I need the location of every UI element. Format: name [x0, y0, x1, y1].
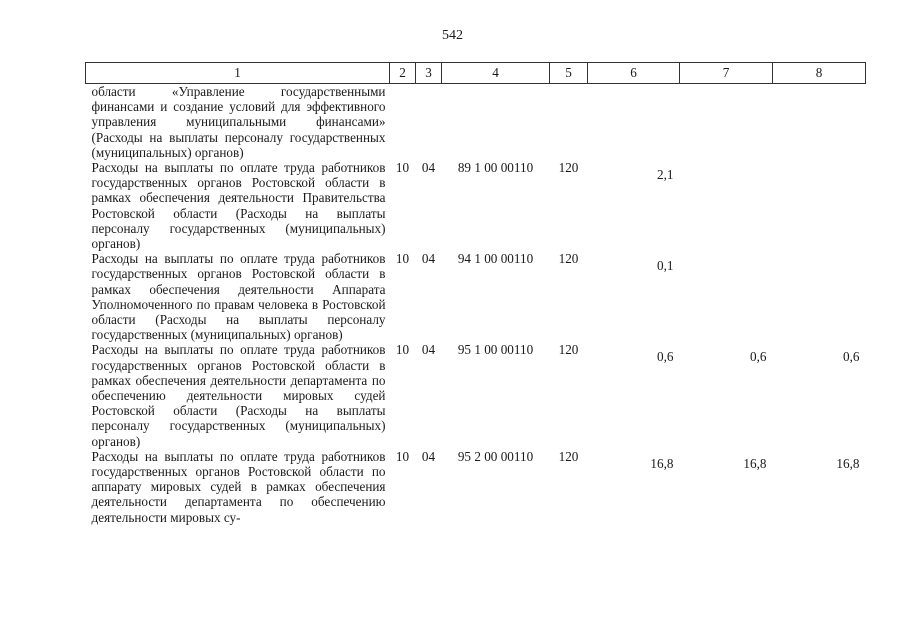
row-expense-type: 120 [558, 448, 579, 464]
row-amount-3: 16,8 [836, 455, 860, 471]
row-amount-1: 16,8 [650, 455, 674, 471]
header-col-7: 7 [680, 63, 773, 84]
header-col-5: 5 [550, 63, 588, 84]
row-target-code: 89 1 00 00110 [457, 160, 534, 176]
row-amount-3 [773, 251, 866, 342]
row-subsection: 04 [421, 342, 436, 358]
row-target-code: 95 1 00 00110 [457, 342, 534, 358]
row-target-code: 94 1 00 00110 [457, 251, 534, 267]
table-body [86, 84, 866, 525]
table-row-continuation [86, 84, 866, 161]
table-row [86, 160, 866, 251]
budget-table [85, 62, 866, 525]
row-amount-2 [680, 160, 773, 251]
row-amount-3: 0,6 [843, 349, 860, 365]
header-col-1: 1 [86, 63, 390, 84]
header-col-4: 4 [442, 63, 550, 84]
row-target-code: 95 2 00 00110 [457, 448, 534, 464]
row-amount-2 [680, 251, 773, 342]
table-row [86, 449, 866, 525]
row-section: 10 [395, 160, 410, 176]
page-number: 542 [442, 28, 463, 43]
row-amount-1: 0,6 [657, 349, 674, 365]
header-col-2: 2 [390, 63, 416, 84]
row-amount-2: 16,8 [743, 455, 767, 471]
row-section: 10 [395, 251, 410, 267]
row-section: 10 [395, 448, 410, 464]
row-expense-type: 120 [558, 342, 579, 358]
header-col-3: 3 [416, 63, 442, 84]
continuation-description: области «Управление государственными финансами и создание условий для эффективного управления муниципальными финансами» (Расходы на выплаты персоналу государственных (муниципальных) органов) [91, 84, 386, 160]
row-description: Расходы на выплаты по оплате труда работников государственных органов Ростовской области в рамках обеспечения деятельности Аппарата Уполномоченного по правам человека в Ростовской области (Расходы на выплаты персоналу государственных (муниципальных) органов) [91, 251, 386, 343]
row-amount-3 [773, 160, 866, 251]
row-subsection: 04 [421, 251, 436, 267]
table-header [86, 63, 866, 84]
row-section: 10 [395, 342, 410, 358]
header-col-8: 8 [773, 63, 866, 84]
row-expense-type: 120 [558, 160, 579, 176]
row-description: Расходы на выплаты по оплате труда работников государственных органов Ростовской области по аппарату мировых судей в рамках обеспечения деятельности департамента по обеспечению деятельности мировых су- [91, 448, 386, 525]
row-subsection: 04 [421, 448, 436, 464]
row-description: Расходы на выплаты по оплате труда работников государственных органов Ростовской области в рамках обеспечения деятельности департамента по обеспечению деятельности мировых судей Ростовской области (Расходы на выплаты персоналу государственных (муниципальных) органов) [91, 342, 386, 449]
row-expense-type: 120 [558, 251, 579, 267]
row-subsection: 04 [421, 160, 436, 176]
row-amount-1: 2,1 [657, 167, 674, 183]
header-col-6: 6 [588, 63, 680, 84]
row-amount-2: 0,6 [750, 349, 767, 365]
table-row [86, 251, 866, 342]
table-row [86, 342, 866, 448]
row-description: Расходы на выплаты по оплате труда работников государственных органов Ростовской области в рамках обеспечения деятельности Правительства Ростовской области (Расходы на выплаты персоналу государственных (муниципальных) органов) [91, 160, 386, 252]
header-row [86, 63, 866, 84]
row-amount-1: 0,1 [657, 258, 674, 274]
